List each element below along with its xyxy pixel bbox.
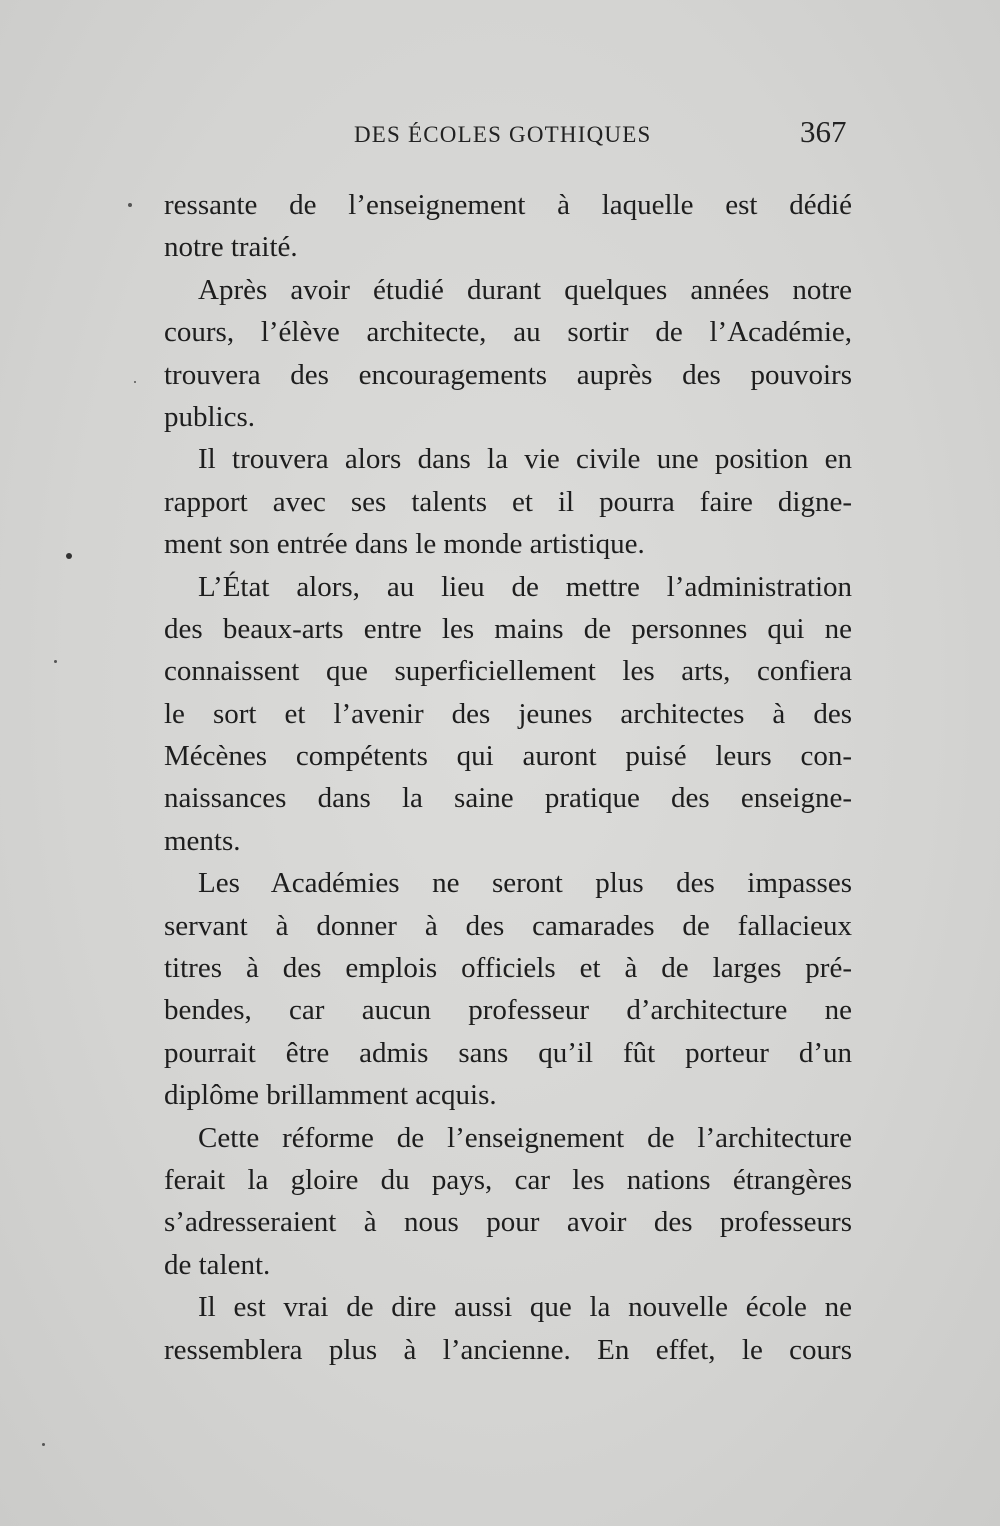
text-line: Cette réforme de l’enseignement de l’architecture <box>198 1121 852 1154</box>
print-speck <box>134 381 136 383</box>
text-line: cours, l’élève architecte, au sortir de l’Académie, <box>164 316 852 349</box>
text-line: des beaux-arts entre les mains de personnes qui ne <box>164 612 852 645</box>
text-line: Après avoir étudié durant quelques années notre <box>198 273 852 306</box>
text-line: diplôme brillamment acquis. <box>164 1079 497 1112</box>
text-line: ressemblera plus à l’ancienne. En effet, le cours <box>164 1333 852 1366</box>
text-line: s’adresseraient à nous pour avoir des professeurs <box>164 1206 852 1239</box>
text-line: de talent. <box>164 1248 271 1281</box>
text-line: Les Académies ne seront plus des impasses <box>198 867 852 900</box>
text-line: servant à donner à des camarades de fallacieux <box>164 909 852 942</box>
text-line: notre traité. <box>164 231 298 264</box>
page-header <box>0 112 1000 156</box>
text-line: Il est vrai de dire aussi que la nouvelle école ne <box>198 1291 852 1324</box>
text-line: naissances dans la saine pratique des enseigne- <box>164 782 852 815</box>
print-speck <box>42 1443 45 1446</box>
text-line: trouvera des encouragements auprès des pouvoirs <box>164 358 852 391</box>
text-line: L’État alors, au lieu de mettre l’administration <box>198 570 852 603</box>
text-line: ments. <box>164 824 241 857</box>
print-speck <box>54 660 57 663</box>
page-number: 367 <box>800 114 847 149</box>
text-line: Il trouvera alors dans la vie civile une position en <box>198 443 852 476</box>
running-title: DES ÉCOLES GOTHIQUES <box>354 122 652 147</box>
text-line: Mécènes compétents qui auront puisé leurs con- <box>164 740 852 773</box>
text-line: ressante de l’enseignement à laquelle est dédié <box>164 189 852 221</box>
text-line: ment son entrée dans le monde artistique. <box>164 528 645 561</box>
text-line: publics. <box>164 400 256 433</box>
text-line: ferait la gloire du pays, car les nations étrangères <box>164 1163 852 1196</box>
text-line: connaissent que superficiellement les arts, confiera <box>164 655 852 688</box>
text-line: le sort et l’avenir des jeunes architectes à des <box>164 697 852 730</box>
print-speck <box>128 203 132 207</box>
text-line: rapport avec ses talents et il pourra faire digne- <box>164 485 852 518</box>
text-line: titres à des emplois officiels et à de larges pré- <box>164 952 852 985</box>
print-speck <box>66 553 72 559</box>
text-line: pourrait être admis sans qu’il fût porteur d’un <box>164 1036 852 1069</box>
body-text <box>164 184 852 1371</box>
text-line: bendes, car aucun professeur d’architecture ne <box>164 994 852 1027</box>
